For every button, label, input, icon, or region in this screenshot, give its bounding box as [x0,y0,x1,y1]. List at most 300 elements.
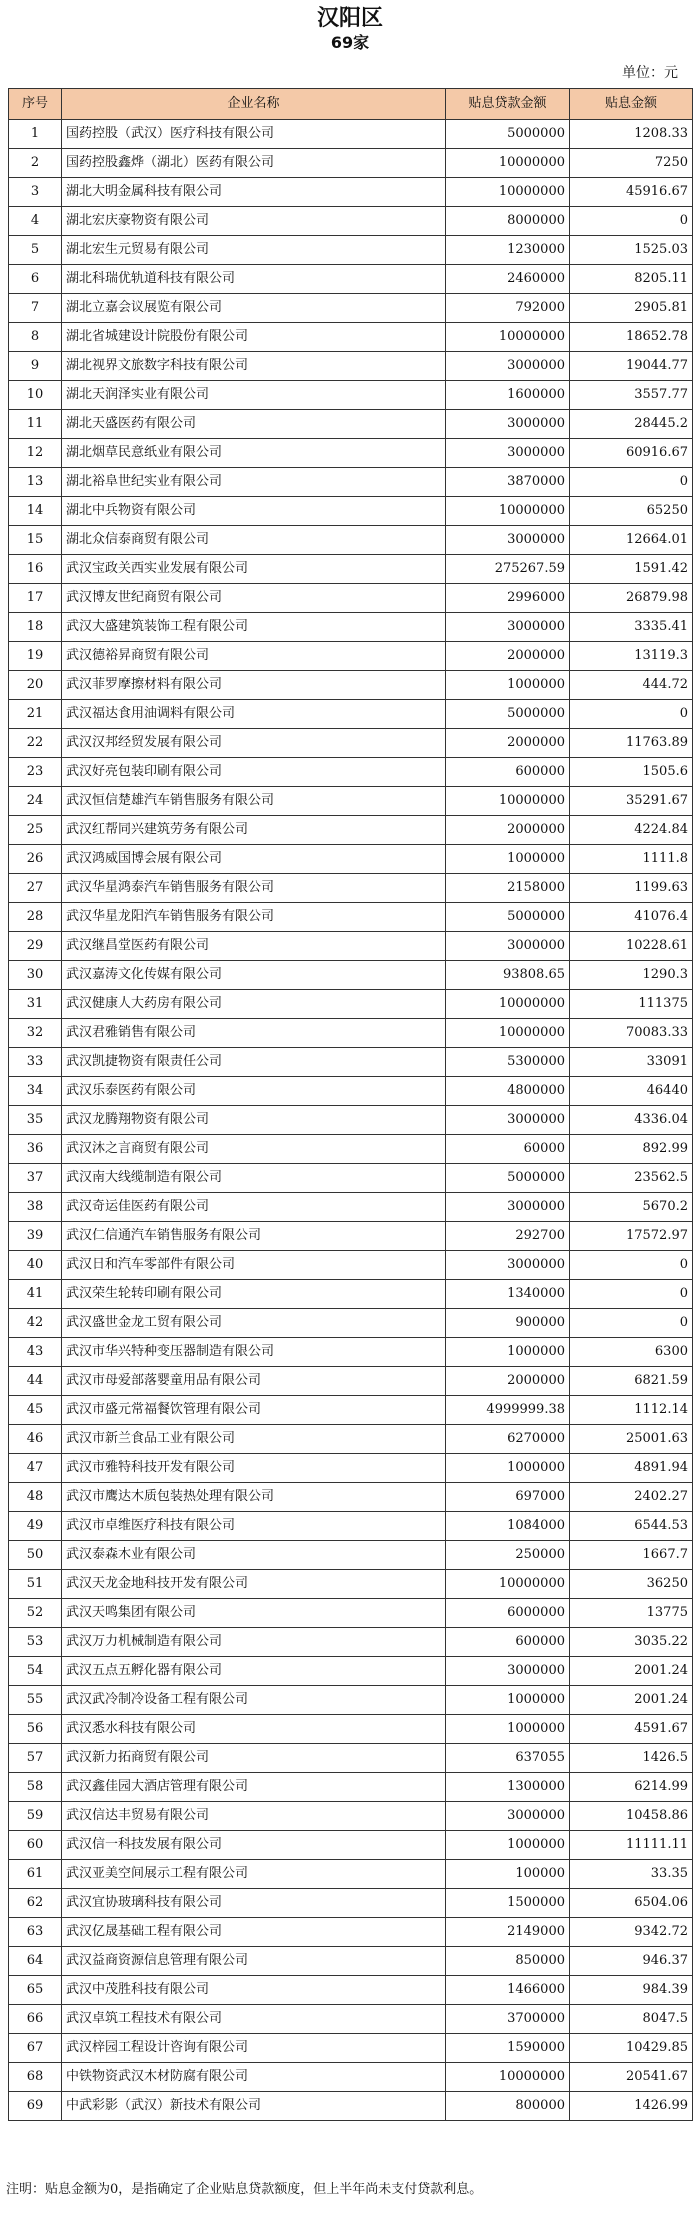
cell-company-name: 湖北烟草民意纸业有限公司 [62,439,446,468]
table-row [9,1280,693,1309]
cell-subsidy-amount: 3557.77 [570,381,693,410]
cell-subsidy-amount: 7250 [570,149,693,178]
cell-loan-amount: 1000000 [446,845,570,874]
table-row [9,990,693,1019]
table-row [9,642,693,671]
cell-seq: 24 [9,787,62,816]
cell-loan-amount: 10000000 [446,990,570,1019]
cell-company-name: 湖北裕阜世纪实业有限公司 [62,468,446,497]
cell-subsidy-amount: 946.37 [570,1947,693,1976]
page-title: 汉阳区 [316,6,383,31]
cell-loan-amount: 2000000 [446,729,570,758]
cell-company-name: 武汉悉水科技有限公司 [62,1715,446,1744]
cell-seq: 7 [9,294,62,323]
cell-company-name: 湖北科瑞优轨道科技有限公司 [62,265,446,294]
cell-company-name: 武汉君雅销售有限公司 [62,1019,446,1048]
table-row [9,1164,693,1193]
cell-company-name: 武汉市华兴特种变压器制造有限公司 [62,1338,446,1367]
cell-loan-amount: 10000000 [446,2063,570,2092]
table-row [9,1077,693,1106]
cell-subsidy-amount: 3035.22 [570,1628,693,1657]
cell-subsidy-amount: 4336.04 [570,1106,693,1135]
cell-subsidy-amount: 984.39 [570,1976,693,2005]
cell-subsidy-amount: 45916.67 [570,178,693,207]
cell-subsidy-amount: 5670.2 [570,1193,693,1222]
cell-loan-amount: 1590000 [446,2034,570,2063]
cell-company-name: 中武彩影（武汉）新技术有限公司 [62,2092,446,2121]
cell-company-name: 湖北立嘉会议展览有限公司 [62,294,446,323]
cell-company-name: 武汉市卓维医疗科技有限公司 [62,1512,446,1541]
cell-subsidy-amount: 36250 [570,1570,693,1599]
cell-subsidy-amount: 9342.72 [570,1918,693,1947]
cell-loan-amount: 600000 [446,758,570,787]
subsidy-table [8,88,693,2121]
cell-seq: 57 [9,1744,62,1773]
table-row [9,1338,693,1367]
cell-seq: 40 [9,1251,62,1280]
table-row [9,1802,693,1831]
cell-company-name: 武汉万力机械制造有限公司 [62,1628,446,1657]
cell-seq: 36 [9,1135,62,1164]
cell-seq: 67 [9,2034,62,2063]
cell-loan-amount: 3000000 [446,1193,570,1222]
cell-seq: 30 [9,961,62,990]
table-row [9,903,693,932]
table-row [9,2063,693,2092]
cell-subsidy-amount: 0 [570,700,693,729]
cell-loan-amount: 1000000 [446,1338,570,1367]
table-row [9,1048,693,1077]
cell-company-name: 武汉大盛建筑装饰工程有限公司 [62,613,446,642]
cell-subsidy-amount: 1112.14 [570,1396,693,1425]
table-row [9,468,693,497]
cell-subsidy-amount: 60916.67 [570,439,693,468]
cell-subsidy-amount: 1591.42 [570,555,693,584]
cell-company-name: 武汉中茂胜科技有限公司 [62,1976,446,2005]
table-row [9,874,693,903]
cell-seq: 42 [9,1309,62,1338]
cell-loan-amount: 100000 [446,1860,570,1889]
table-row [9,1396,693,1425]
cell-subsidy-amount: 46440 [570,1077,693,1106]
cell-loan-amount: 1500000 [446,1889,570,1918]
cell-company-name: 湖北大明金属科技有限公司 [62,178,446,207]
cell-seq: 25 [9,816,62,845]
cell-seq: 8 [9,323,62,352]
cell-subsidy-amount: 10458.86 [570,1802,693,1831]
cell-loan-amount: 1000000 [446,671,570,700]
cell-loan-amount: 6000000 [446,1599,570,1628]
cell-company-name: 武汉博友世纪商贸有限公司 [62,584,446,613]
table-row [9,555,693,584]
cell-company-name: 武汉市新兰食品工业有限公司 [62,1425,446,1454]
cell-loan-amount: 60000 [446,1135,570,1164]
cell-subsidy-amount: 111375 [570,990,693,1019]
cell-company-name: 湖北视界文旅数字科技有限公司 [62,352,446,381]
cell-subsidy-amount: 0 [570,468,693,497]
cell-subsidy-amount: 8047.5 [570,2005,693,2034]
cell-loan-amount: 10000000 [446,1570,570,1599]
cell-company-name: 武汉恒信楚雄汽车销售服务有限公司 [62,787,446,816]
cell-company-name: 武汉梓园工程设计咨询有限公司 [62,2034,446,2063]
cell-subsidy-amount: 20541.67 [570,2063,693,2092]
cell-loan-amount: 3000000 [446,1251,570,1280]
table-row [9,1947,693,1976]
cell-company-name: 武汉天鸣集团有限公司 [62,1599,446,1628]
cell-seq: 63 [9,1918,62,1947]
column-header-seq: 序号 [9,89,62,120]
cell-seq: 69 [9,2092,62,2121]
cell-loan-amount: 1230000 [446,236,570,265]
cell-company-name: 湖北宏生元贸易有限公司 [62,236,446,265]
cell-loan-amount: 2000000 [446,642,570,671]
table-row [9,1686,693,1715]
cell-loan-amount: 4999999.38 [446,1396,570,1425]
table-row [9,1309,693,1338]
cell-subsidy-amount: 1426.99 [570,2092,693,2121]
cell-subsidy-amount: 25001.63 [570,1425,693,1454]
cell-subsidy-amount: 1199.63 [570,874,693,903]
cell-subsidy-amount: 13775 [570,1599,693,1628]
cell-loan-amount: 3000000 [446,1106,570,1135]
cell-subsidy-amount: 18652.78 [570,323,693,352]
table-row [9,700,693,729]
cell-company-name: 武汉凯捷物资有限责任公司 [62,1048,446,1077]
cell-company-name: 国药控股（武汉）医疗科技有限公司 [62,120,446,149]
table-row [9,497,693,526]
cell-loan-amount: 5000000 [446,700,570,729]
cell-company-name: 武汉德裕昇商贸有限公司 [62,642,446,671]
cell-company-name: 武汉继昌堂医药有限公司 [62,932,446,961]
cell-company-name: 武汉卓筑工程技术有限公司 [62,2005,446,2034]
table-row [9,932,693,961]
cell-seq: 65 [9,1976,62,2005]
cell-seq: 53 [9,1628,62,1657]
cell-subsidy-amount: 1208.33 [570,120,693,149]
cell-subsidy-amount: 0 [570,1251,693,1280]
footer-note: 注明：贴息金额为0，是指确定了企业贴息贷款额度，但上半年尚未支付贷款利息。 [6,2182,483,2197]
table-row [9,294,693,323]
table-row [9,1541,693,1570]
cell-subsidy-amount: 1525.03 [570,236,693,265]
column-header-subsidy-amount: 贴息金额 [570,89,693,120]
cell-loan-amount: 3000000 [446,526,570,555]
cell-company-name: 武汉市鹰达木质包装热处理有限公司 [62,1483,446,1512]
cell-subsidy-amount: 2001.24 [570,1686,693,1715]
cell-loan-amount: 1000000 [446,1831,570,1860]
cell-seq: 32 [9,1019,62,1048]
cell-loan-amount: 10000000 [446,787,570,816]
cell-seq: 45 [9,1396,62,1425]
cell-seq: 38 [9,1193,62,1222]
cell-seq: 39 [9,1222,62,1251]
table-row [9,149,693,178]
table-row [9,1657,693,1686]
cell-loan-amount: 2000000 [446,816,570,845]
cell-subsidy-amount: 11763.89 [570,729,693,758]
cell-seq: 50 [9,1541,62,1570]
table-row [9,1889,693,1918]
cell-seq: 46 [9,1425,62,1454]
cell-seq: 29 [9,932,62,961]
cell-seq: 56 [9,1715,62,1744]
cell-subsidy-amount: 13119.3 [570,642,693,671]
cell-company-name: 武汉五点五孵化器有限公司 [62,1657,446,1686]
cell-company-name: 武汉市雅特科技开发有限公司 [62,1454,446,1483]
cell-company-name: 武汉汉邦经贸发展有限公司 [62,729,446,758]
cell-subsidy-amount: 2001.24 [570,1657,693,1686]
cell-loan-amount: 3700000 [446,2005,570,2034]
cell-seq: 9 [9,352,62,381]
table-row [9,1483,693,1512]
cell-seq: 43 [9,1338,62,1367]
cell-subsidy-amount: 1505.6 [570,758,693,787]
table-row [9,613,693,642]
cell-company-name: 湖北宏庆豪物资有限公司 [62,207,446,236]
cell-seq: 41 [9,1280,62,1309]
cell-seq: 28 [9,903,62,932]
cell-seq: 11 [9,410,62,439]
cell-company-name: 武汉福达食用油调料有限公司 [62,700,446,729]
cell-loan-amount: 637055 [446,1744,570,1773]
table-row [9,1628,693,1657]
cell-seq: 22 [9,729,62,758]
cell-seq: 35 [9,1106,62,1135]
cell-company-name: 武汉盛世金龙工贸有限公司 [62,1309,446,1338]
cell-subsidy-amount: 41076.4 [570,903,693,932]
table-row [9,961,693,990]
cell-loan-amount: 3000000 [446,1657,570,1686]
column-header-company: 企业名称 [62,89,446,120]
cell-subsidy-amount: 4591.67 [570,1715,693,1744]
cell-subsidy-amount: 444.72 [570,671,693,700]
table-row [9,410,693,439]
cell-company-name: 武汉南大线缆制造有限公司 [62,1164,446,1193]
cell-subsidy-amount: 892.99 [570,1135,693,1164]
cell-subsidy-amount: 70083.33 [570,1019,693,1048]
table-row [9,381,693,410]
cell-seq: 61 [9,1860,62,1889]
cell-company-name: 湖北省城建设计院股份有限公司 [62,323,446,352]
cell-subsidy-amount: 2905.81 [570,294,693,323]
table-row [9,1860,693,1889]
cell-company-name: 武汉华星龙阳汽车销售服务有限公司 [62,903,446,932]
cell-seq: 13 [9,468,62,497]
cell-seq: 14 [9,497,62,526]
cell-loan-amount: 5000000 [446,1164,570,1193]
cell-loan-amount: 93808.65 [446,961,570,990]
cell-seq: 18 [9,613,62,642]
cell-subsidy-amount: 10228.61 [570,932,693,961]
cell-loan-amount: 292700 [446,1222,570,1251]
cell-subsidy-amount: 4224.84 [570,816,693,845]
table-row [9,729,693,758]
cell-loan-amount: 250000 [446,1541,570,1570]
cell-company-name: 武汉日和汽车零部件有限公司 [62,1251,446,1280]
cell-company-name: 武汉荣生轮转印刷有限公司 [62,1280,446,1309]
cell-subsidy-amount: 12664.01 [570,526,693,555]
cell-seq: 58 [9,1773,62,1802]
cell-seq: 21 [9,700,62,729]
table-row [9,1251,693,1280]
cell-seq: 64 [9,1947,62,1976]
cell-seq: 1 [9,120,62,149]
cell-subsidy-amount: 11111.11 [570,1831,693,1860]
table-row [9,816,693,845]
cell-loan-amount: 3000000 [446,410,570,439]
table-row [9,2005,693,2034]
cell-company-name: 武汉市盛元常福餐饮管理有限公司 [62,1396,446,1425]
cell-company-name: 武汉亿晟基础工程有限公司 [62,1918,446,1947]
cell-seq: 37 [9,1164,62,1193]
cell-company-name: 武汉菲罗摩擦材料有限公司 [62,671,446,700]
cell-seq: 17 [9,584,62,613]
unit-label: 单位：元 [622,65,678,81]
cell-seq: 62 [9,1889,62,1918]
cell-company-name: 武汉奇运佳医药有限公司 [62,1193,446,1222]
table-row [9,265,693,294]
cell-subsidy-amount: 4891.94 [570,1454,693,1483]
cell-subsidy-amount: 3335.41 [570,613,693,642]
cell-loan-amount: 6270000 [446,1425,570,1454]
cell-seq: 59 [9,1802,62,1831]
table-row [9,1367,693,1396]
cell-loan-amount: 900000 [446,1309,570,1338]
cell-seq: 54 [9,1657,62,1686]
table-header-row [9,89,693,120]
table-row [9,845,693,874]
cell-subsidy-amount: 1426.5 [570,1744,693,1773]
cell-company-name: 武汉沐之言商贸有限公司 [62,1135,446,1164]
cell-seq: 27 [9,874,62,903]
cell-company-name: 武汉信达丰贸易有限公司 [62,1802,446,1831]
table-row [9,323,693,352]
cell-loan-amount: 3000000 [446,932,570,961]
cell-seq: 48 [9,1483,62,1512]
cell-subsidy-amount: 0 [570,1309,693,1338]
cell-seq: 15 [9,526,62,555]
cell-seq: 4 [9,207,62,236]
cell-company-name: 武汉武冷制冷设备工程有限公司 [62,1686,446,1715]
cell-company-name: 武汉市母爱部落婴童用品有限公司 [62,1367,446,1396]
cell-loan-amount: 5000000 [446,903,570,932]
cell-seq: 47 [9,1454,62,1483]
table-row [9,787,693,816]
cell-subsidy-amount: 1667.7 [570,1541,693,1570]
cell-subsidy-amount: 33.35 [570,1860,693,1889]
table-body [9,120,693,2121]
cell-seq: 19 [9,642,62,671]
cell-seq: 51 [9,1570,62,1599]
cell-loan-amount: 10000000 [446,497,570,526]
cell-subsidy-amount: 19044.77 [570,352,693,381]
cell-seq: 10 [9,381,62,410]
cell-seq: 12 [9,439,62,468]
table-row [9,1976,693,2005]
cell-seq: 31 [9,990,62,1019]
cell-loan-amount: 8000000 [446,207,570,236]
cell-loan-amount: 2996000 [446,584,570,613]
table-row [9,2034,693,2063]
cell-company-name: 武汉华星鸿泰汽车销售服务有限公司 [62,874,446,903]
cell-company-name: 湖北众信泰商贸有限公司 [62,526,446,555]
cell-company-name: 武汉鸿威国博会展有限公司 [62,845,446,874]
cell-subsidy-amount: 1290.3 [570,961,693,990]
table-row [9,584,693,613]
cell-seq: 49 [9,1512,62,1541]
cell-subsidy-amount: 6214.99 [570,1773,693,1802]
cell-loan-amount: 2000000 [446,1367,570,1396]
table-row [9,526,693,555]
table-row [9,1193,693,1222]
cell-subsidy-amount: 28445.2 [570,410,693,439]
cell-company-name: 武汉龙腾翔物资有限公司 [62,1106,446,1135]
cell-subsidy-amount: 23562.5 [570,1164,693,1193]
cell-company-name: 武汉鑫佳园大酒店管理有限公司 [62,1773,446,1802]
cell-seq: 23 [9,758,62,787]
cell-loan-amount: 1084000 [446,1512,570,1541]
cell-subsidy-amount: 6821.59 [570,1367,693,1396]
table-row [9,1135,693,1164]
table-row [9,352,693,381]
table-row [9,1454,693,1483]
table-row [9,1019,693,1048]
cell-loan-amount: 800000 [446,2092,570,2121]
cell-company-name: 武汉好亮包装印刷有限公司 [62,758,446,787]
cell-loan-amount: 1000000 [446,1454,570,1483]
cell-subsidy-amount: 6504.06 [570,1889,693,1918]
cell-loan-amount: 1466000 [446,1976,570,2005]
cell-loan-amount: 10000000 [446,1019,570,1048]
cell-subsidy-amount: 26879.98 [570,584,693,613]
cell-company-name: 武汉红帮同兴建筑劳务有限公司 [62,816,446,845]
table-row [9,207,693,236]
cell-seq: 52 [9,1599,62,1628]
cell-seq: 2 [9,149,62,178]
cell-company-name: 国药控股鑫烨（湖北）医药有限公司 [62,149,446,178]
cell-loan-amount: 3000000 [446,1802,570,1831]
table-row [9,1570,693,1599]
cell-seq: 16 [9,555,62,584]
cell-company-name: 武汉仁信通汽车销售服务有限公司 [62,1222,446,1251]
cell-seq: 26 [9,845,62,874]
table-row [9,1715,693,1744]
cell-seq: 33 [9,1048,62,1077]
table-row [9,671,693,700]
table-row [9,2092,693,2121]
cell-subsidy-amount: 35291.67 [570,787,693,816]
cell-loan-amount: 1340000 [446,1280,570,1309]
cell-company-name: 武汉宝政关西实业发展有限公司 [62,555,446,584]
cell-company-name: 武汉信一科技发展有限公司 [62,1831,446,1860]
cell-subsidy-amount: 10429.85 [570,2034,693,2063]
table-row [9,120,693,149]
cell-loan-amount: 1000000 [446,1715,570,1744]
cell-company-name: 武汉乐泰医药有限公司 [62,1077,446,1106]
cell-subsidy-amount: 6544.53 [570,1512,693,1541]
cell-subsidy-amount: 17572.97 [570,1222,693,1251]
cell-loan-amount: 1300000 [446,1773,570,1802]
cell-company-name: 武汉天龙金地科技开发有限公司 [62,1570,446,1599]
cell-seq: 68 [9,2063,62,2092]
cell-subsidy-amount: 0 [570,1280,693,1309]
cell-loan-amount: 1000000 [446,1686,570,1715]
cell-subsidy-amount: 65250 [570,497,693,526]
table-row [9,1744,693,1773]
cell-loan-amount: 850000 [446,1947,570,1976]
cell-loan-amount: 697000 [446,1483,570,1512]
cell-subsidy-amount: 8205.11 [570,265,693,294]
